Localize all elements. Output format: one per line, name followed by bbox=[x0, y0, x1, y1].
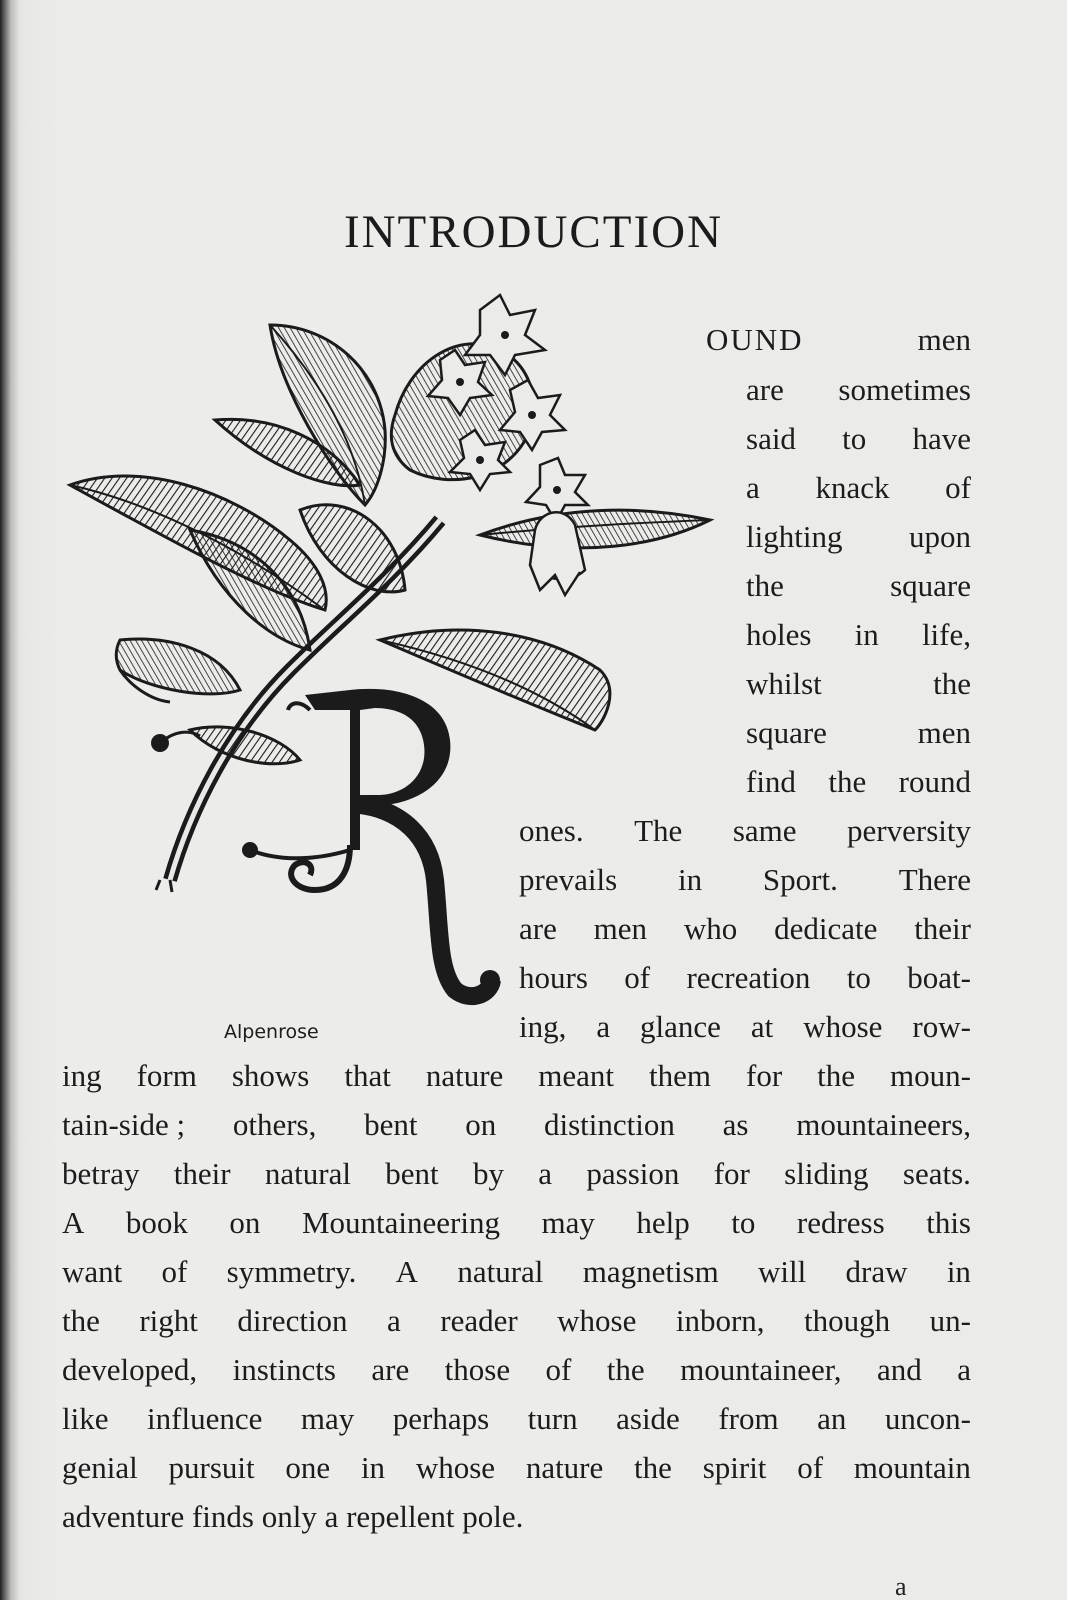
text-line-14: hours of recreation to boat- bbox=[519, 960, 971, 995]
text-line-11: ones. The same perversity bbox=[519, 813, 971, 848]
text-line-22: developed, instincts are those of the mountaineer, and a bbox=[62, 1352, 971, 1387]
leaf-curled-left bbox=[116, 639, 240, 702]
text-line-20: want of symmetry. A natural magnetism will draw in bbox=[62, 1254, 971, 1289]
leaf-right-upper bbox=[480, 510, 710, 548]
text-line-4: a knack of bbox=[746, 470, 971, 505]
text-line-19: A book on Mountaineering may help to redress this bbox=[62, 1205, 971, 1240]
text-line-10: find the round bbox=[746, 764, 971, 799]
text-line-12: prevails in Sport. There bbox=[519, 862, 971, 897]
text-line-24: genial pursuit one in whose nature the spirit of mountain bbox=[62, 1450, 971, 1485]
text-line-6: the square bbox=[746, 568, 971, 603]
text-line-16: ing form shows that nature meant them for the moun- bbox=[62, 1058, 971, 1093]
text-line-9: square men bbox=[746, 715, 971, 750]
text-line-13: are men who dedicate their bbox=[519, 911, 971, 946]
drop-cap-r bbox=[242, 689, 500, 996]
text-line-8: whilst the bbox=[746, 666, 971, 701]
text-line-23: like influence may perhaps turn aside from an uncon- bbox=[62, 1401, 971, 1436]
text-line-5: lighting upon bbox=[746, 519, 971, 554]
illustration-caption: Alpenrose bbox=[224, 1021, 319, 1043]
text-line-2: are sometimes bbox=[746, 372, 971, 407]
text-line-3: said to have bbox=[746, 421, 971, 456]
chapter-title: INTRODUCTION bbox=[343, 206, 724, 258]
text-line-1: OUND men bbox=[706, 322, 971, 357]
text-line-25: adventure finds only a repellent pole. bbox=[62, 1499, 524, 1534]
text-line-7: holes in life, bbox=[746, 617, 971, 652]
text-line-17: tain-side ; others, bent on distinction as mountaineers, bbox=[62, 1107, 971, 1142]
text-line-15: ing, a glance at whose row- bbox=[519, 1009, 971, 1044]
text-line-21: the right direction a reader whose inborn, though un- bbox=[62, 1303, 971, 1338]
text-line-18: betray their natural bent by a passion for sliding seats. bbox=[62, 1156, 971, 1191]
signature-mark: a bbox=[895, 1572, 907, 1600]
